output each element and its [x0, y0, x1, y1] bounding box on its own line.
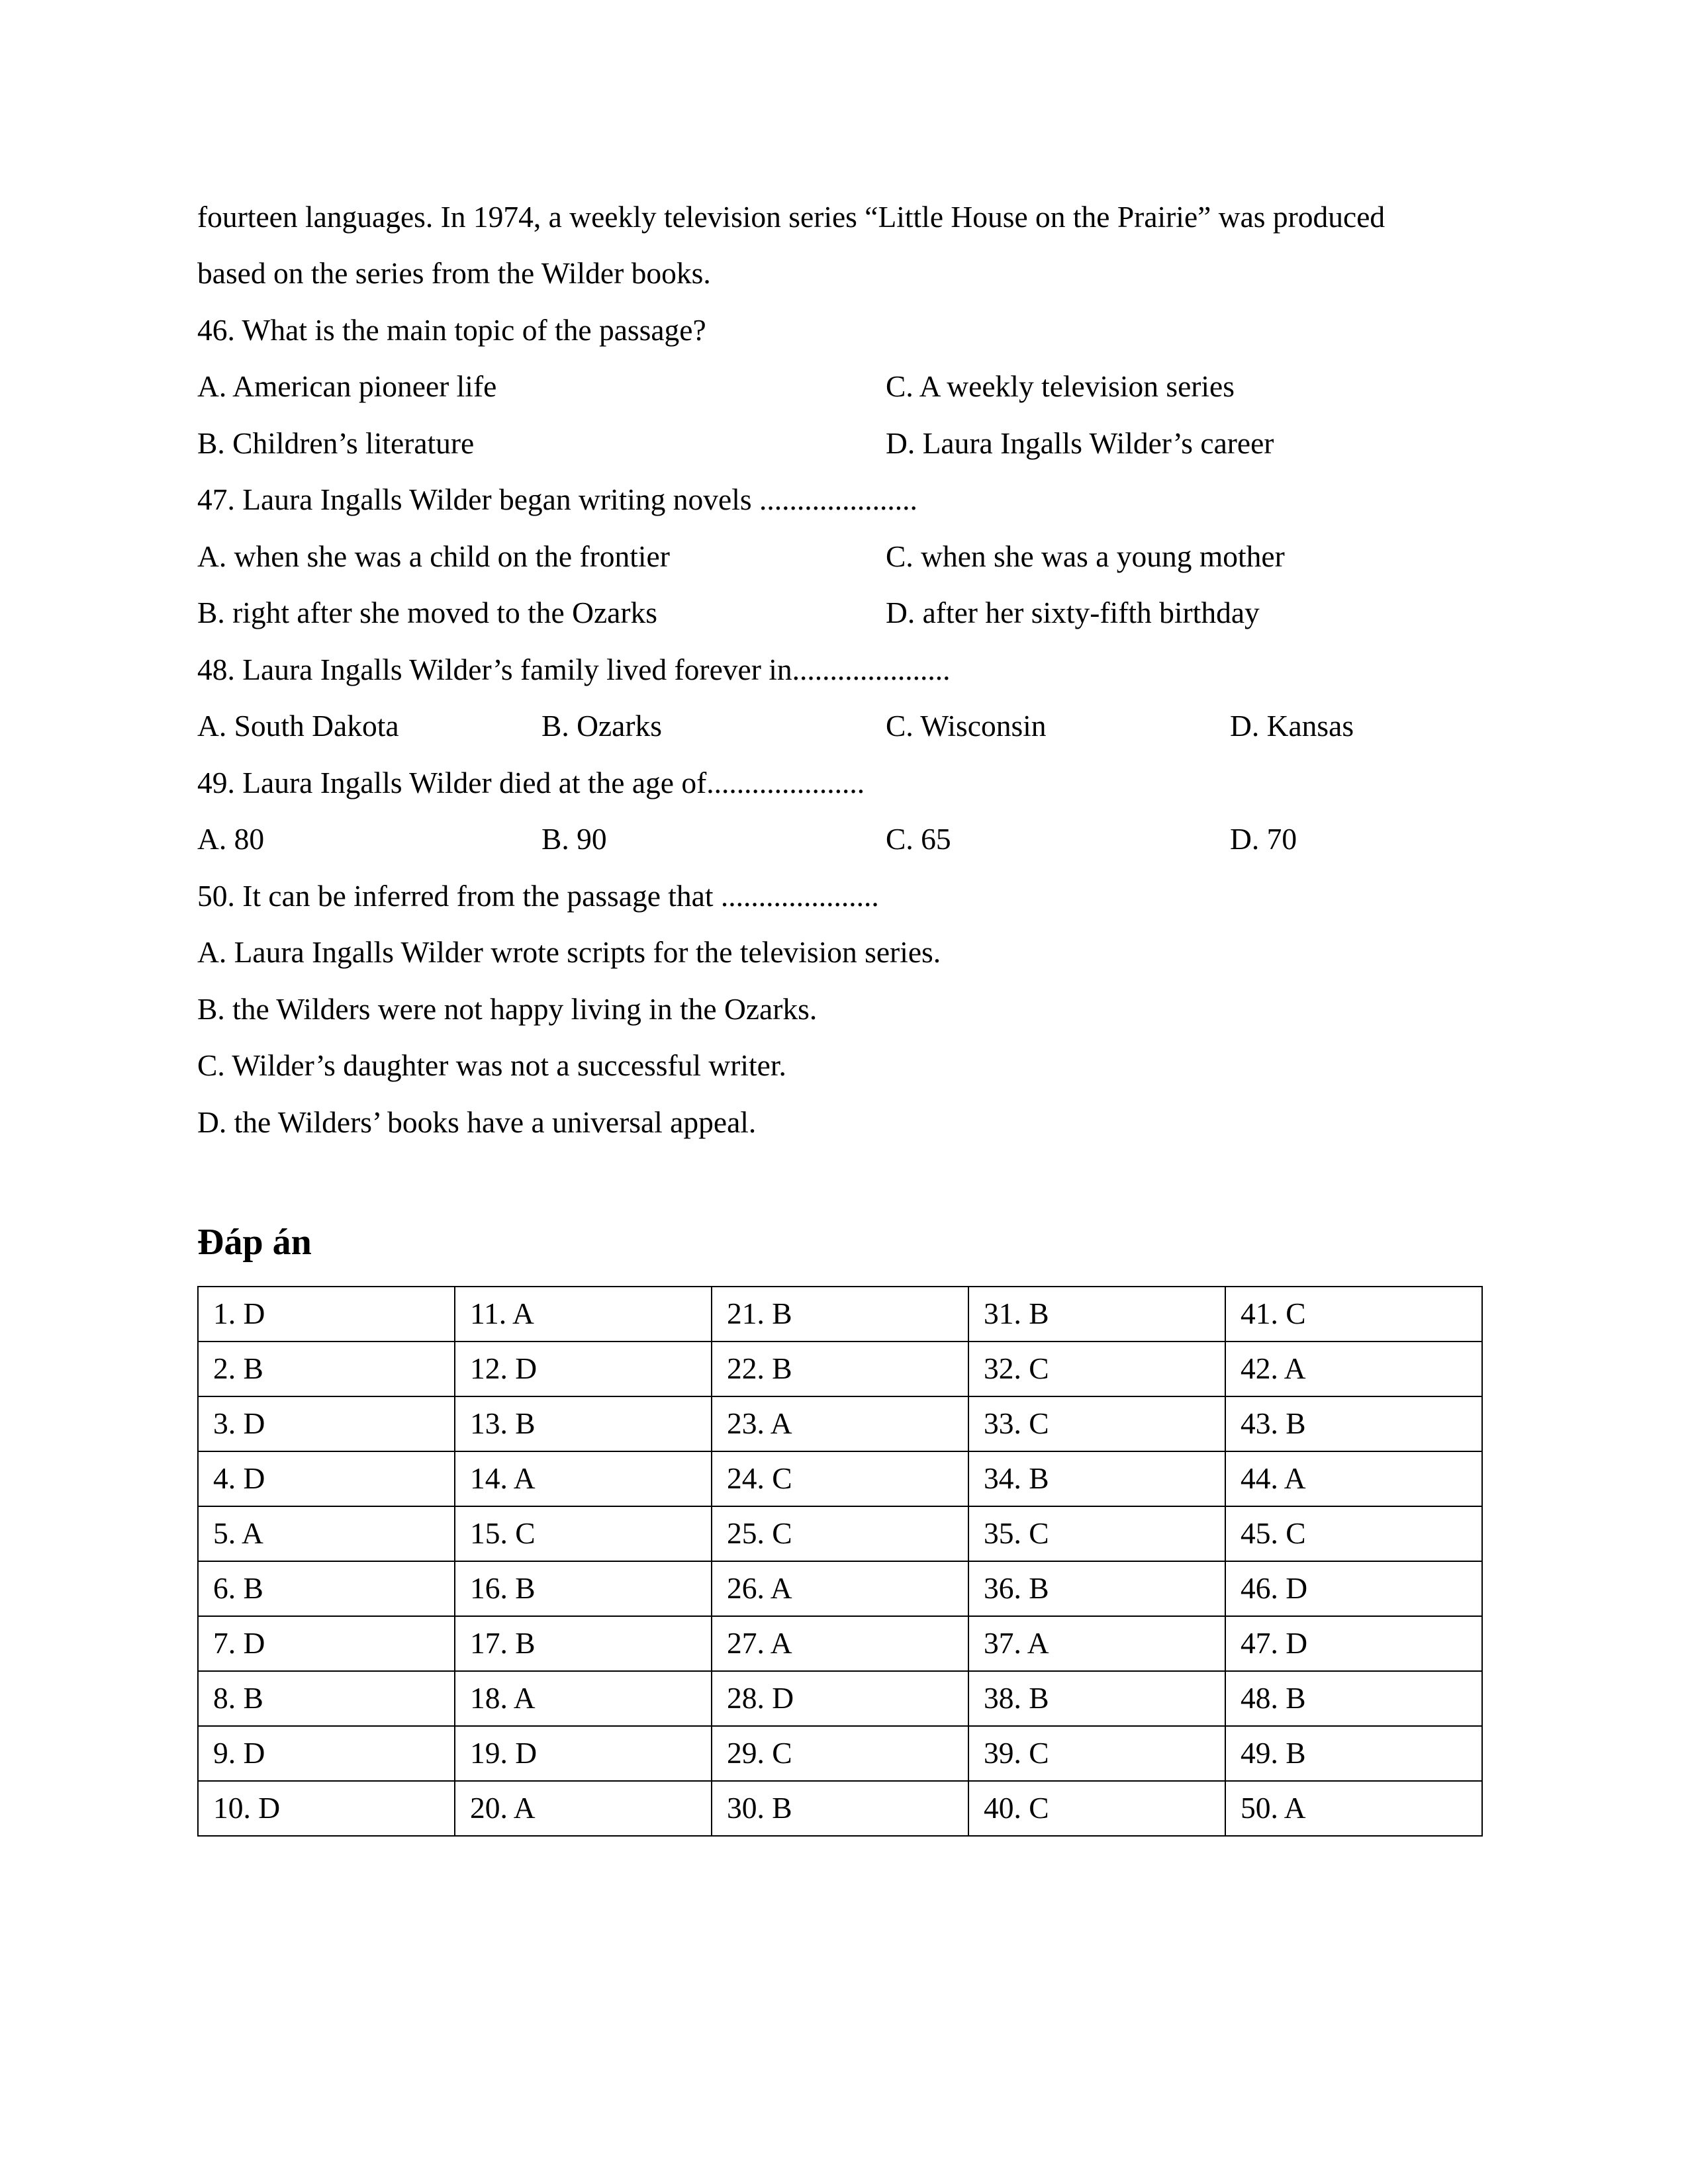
- answer-cell: 24. C: [712, 1451, 968, 1506]
- answer-cell: 35. C: [968, 1506, 1225, 1561]
- option-46-c: C. A weekly television series: [886, 369, 1235, 403]
- table-row: [198, 1287, 1482, 1342]
- option-48-b: B. Ozarks: [541, 709, 662, 743]
- question-46-stem: 46. What is the main topic of the passage?: [197, 313, 706, 347]
- answer-cell: 39. C: [968, 1726, 1225, 1781]
- answer-cell: 45. C: [1225, 1506, 1482, 1561]
- option-49-d: D. 70: [1230, 822, 1297, 856]
- answer-cell: 16. B: [455, 1561, 712, 1616]
- table-row: [198, 1726, 1482, 1781]
- option-47-b: B. right after she moved to the Ozarks: [197, 596, 657, 629]
- answer-cell: 20. A: [455, 1781, 712, 1836]
- table-row: [198, 1342, 1482, 1396]
- answer-cell: 9. D: [198, 1726, 455, 1781]
- option-47-d: D. after her sixty-fifth birthday: [886, 596, 1260, 629]
- option-48-a: A. South Dakota: [197, 709, 399, 743]
- answer-cell: 31. B: [968, 1287, 1225, 1342]
- answer-cell: 2. B: [198, 1342, 455, 1396]
- answer-cell: 3. D: [198, 1396, 455, 1451]
- answer-cell: 27. A: [712, 1616, 968, 1671]
- option-50-d: D. the Wilders’ books have a universal appeal.: [197, 1105, 757, 1139]
- answer-cell: 50. A: [1225, 1781, 1482, 1836]
- table-row: [198, 1671, 1482, 1726]
- answer-cell: 49. B: [1225, 1726, 1482, 1781]
- answer-key-heading: Đáp án: [197, 1222, 312, 1263]
- option-50-b: B. the Wilders were not happy living in the Ozarks.: [197, 992, 818, 1026]
- answer-cell: 48. B: [1225, 1671, 1482, 1726]
- answer-cell: 12. D: [455, 1342, 712, 1396]
- answer-cell: 37. A: [968, 1616, 1225, 1671]
- answer-cell: 13. B: [455, 1396, 712, 1451]
- answer-cell: 22. B: [712, 1342, 968, 1396]
- answer-cell: 40. C: [968, 1781, 1225, 1836]
- question-50-stem: 50. It can be inferred from the passage that .....................: [197, 879, 879, 913]
- answer-cell: 8. B: [198, 1671, 455, 1726]
- answer-cell: 34. B: [968, 1451, 1225, 1506]
- answer-cell: 10. D: [198, 1781, 455, 1836]
- answer-cell: 23. A: [712, 1396, 968, 1451]
- answer-cell: 46. D: [1225, 1561, 1482, 1616]
- answer-cell: 15. C: [455, 1506, 712, 1561]
- table-row: [198, 1561, 1482, 1616]
- answer-cell: 5. A: [198, 1506, 455, 1561]
- passage-line: based on the series from the Wilder books.: [197, 256, 711, 290]
- question-49-stem: 49. Laura Ingalls Wilder died at the age of.....................: [197, 766, 865, 799]
- option-46-d: D. Laura Ingalls Wilder’s career: [886, 426, 1274, 460]
- option-49-b: B. 90: [541, 822, 607, 856]
- question-47-stem: 47. Laura Ingalls Wilder began writing novels .....................: [197, 482, 917, 516]
- answer-cell: 43. B: [1225, 1396, 1482, 1451]
- answer-cell: 14. A: [455, 1451, 712, 1506]
- option-49-c: C. 65: [886, 822, 951, 856]
- answer-cell: 1. D: [198, 1287, 455, 1342]
- question-48-stem: 48. Laura Ingalls Wilder’s family lived forever in.....................: [197, 653, 951, 686]
- answer-cell: 11. A: [455, 1287, 712, 1342]
- answer-cell: 38. B: [968, 1671, 1225, 1726]
- answer-cell: 36. B: [968, 1561, 1225, 1616]
- answer-cell: 4. D: [198, 1451, 455, 1506]
- option-46-b: B. Children’s literature: [197, 426, 475, 460]
- answer-cell: 33. C: [968, 1396, 1225, 1451]
- answer-cell: 25. C: [712, 1506, 968, 1561]
- table-row: [198, 1616, 1482, 1671]
- answer-cell: 47. D: [1225, 1616, 1482, 1671]
- table-row: [198, 1451, 1482, 1506]
- option-47-c: C. when she was a young mother: [886, 539, 1285, 573]
- answer-cell: 17. B: [455, 1616, 712, 1671]
- passage-line: fourteen languages. In 1974, a weekly television series “Little House on the Prairie” was produced: [197, 200, 1385, 234]
- answer-cell: 28. D: [712, 1671, 968, 1726]
- option-48-c: C. Wisconsin: [886, 709, 1047, 743]
- table-row: [198, 1781, 1482, 1836]
- option-50-c: C. Wilder’s daughter was not a successful writer.: [197, 1048, 786, 1082]
- answer-cell: 44. A: [1225, 1451, 1482, 1506]
- option-50-a: A. Laura Ingalls Wilder wrote scripts for the television series.: [197, 935, 941, 969]
- answer-cell: 6. B: [198, 1561, 455, 1616]
- answer-cell: 42. A: [1225, 1342, 1482, 1396]
- table-row: [198, 1506, 1482, 1561]
- answer-cell: 41. C: [1225, 1287, 1482, 1342]
- answer-cell: 26. A: [712, 1561, 968, 1616]
- answer-cell: 19. D: [455, 1726, 712, 1781]
- answer-cell: 32. C: [968, 1342, 1225, 1396]
- answer-cell: 30. B: [712, 1781, 968, 1836]
- option-49-a: A. 80: [197, 822, 265, 856]
- option-47-a: A. when she was a child on the frontier: [197, 539, 670, 573]
- answer-cell: 21. B: [712, 1287, 968, 1342]
- answer-key-table: [197, 1286, 1483, 1837]
- answer-cell: 18. A: [455, 1671, 712, 1726]
- answer-cell: 29. C: [712, 1726, 968, 1781]
- option-48-d: D. Kansas: [1230, 709, 1354, 743]
- option-46-a: A. American pioneer life: [197, 369, 497, 403]
- answer-cell: 7. D: [198, 1616, 455, 1671]
- table-row: [198, 1396, 1482, 1451]
